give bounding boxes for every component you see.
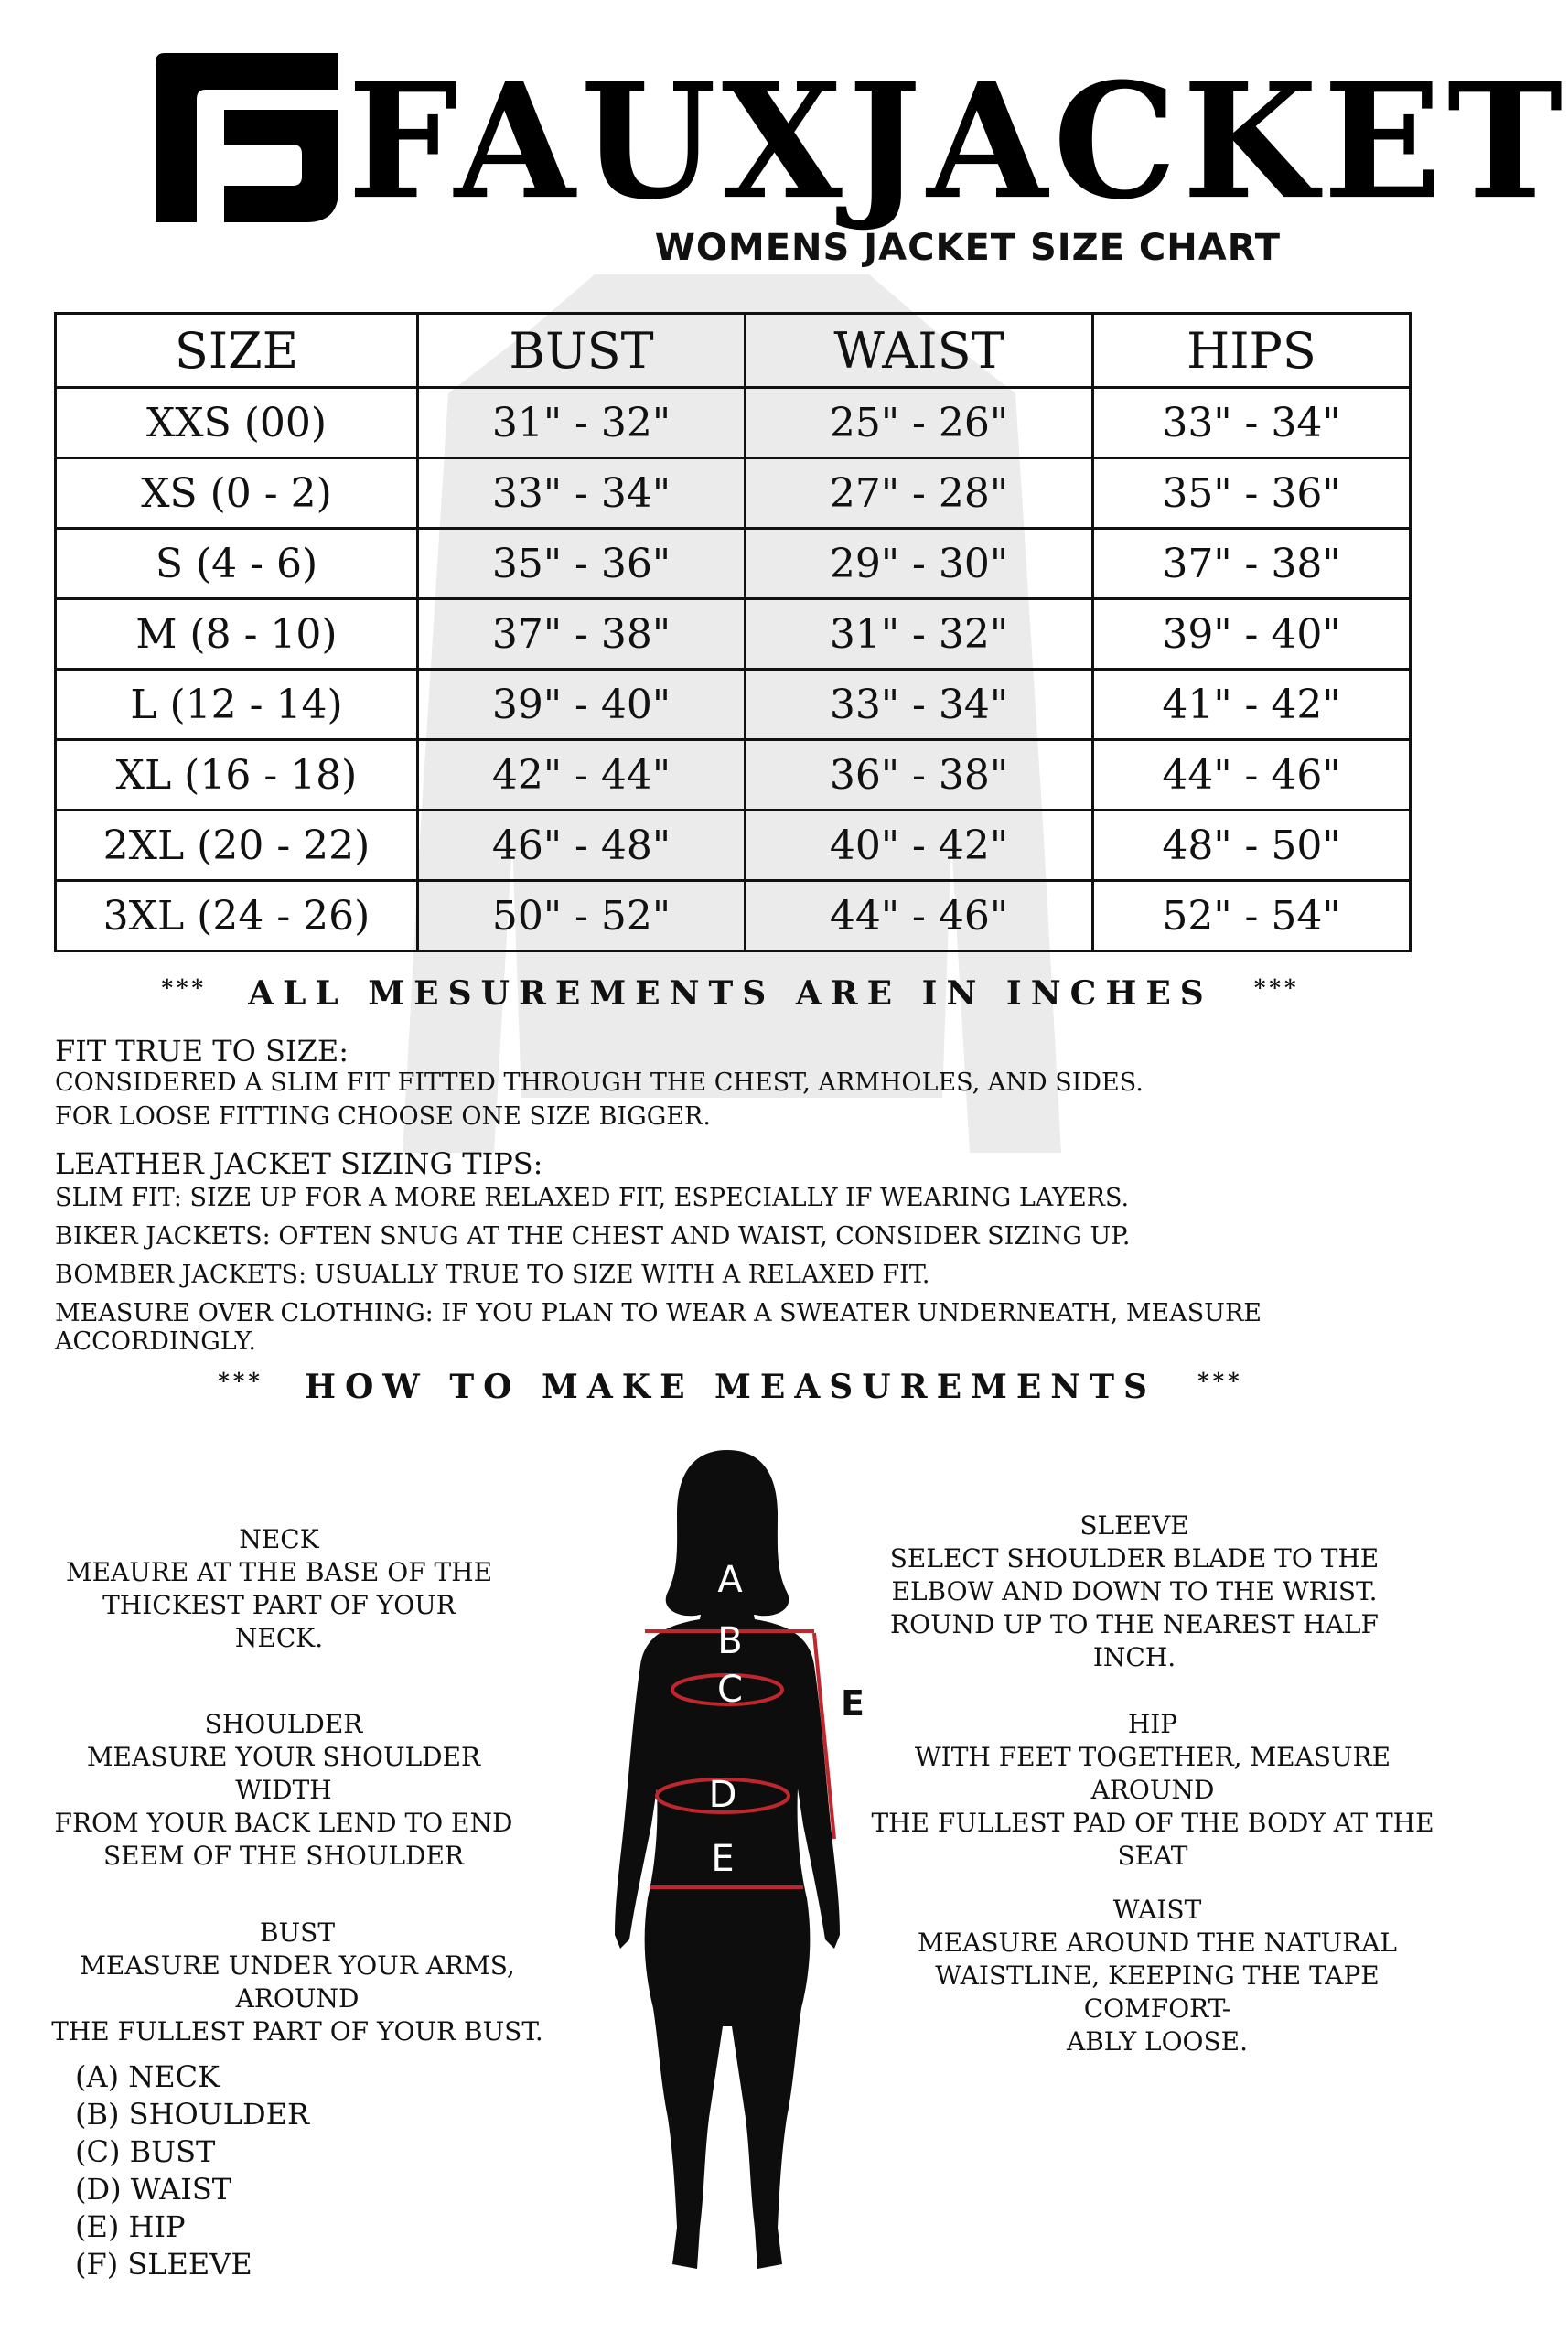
hip-title: HIP [1127,1709,1178,1739]
tip-line: BIKER JACKETS: OFTEN SNUG AT THE CHEST AND WAIST, CONSIDER SIZING UP. [55,1222,1131,1251]
fit-line: FOR LOOSE FITTING CHOOSE ONE SIZE BIGGER. [55,1102,711,1131]
header-hips: HIPS [1093,314,1411,388]
table-row [56,881,1411,951]
sleeve-title: SLEEVE [1079,1510,1189,1541]
waist-guide [874,1894,1441,2058]
sleeve-line: INCH. [1092,1642,1176,1672]
table-row [56,811,1411,881]
hip-line: THE FULLEST PAD OF THE BODY AT THE [871,1808,1434,1838]
legend-item: (F) SLEEVE [75,2247,252,2282]
hip-line: SEAT [1117,1841,1188,1871]
chart-subtitle: WOMENS JACKET SIZE CHART [654,227,1281,269]
hips-cell: 35" - 36" [1093,458,1411,529]
hips-cell: 33" - 34" [1093,388,1411,458]
table-row [56,458,1411,529]
waist-line: MEASURE AROUND THE NATURAL [917,1928,1398,1958]
measurement-legend [75,2058,309,2283]
label-b: B [717,1620,743,1662]
table-row [56,670,1411,740]
size-cell: 2XL (20 - 22) [56,811,418,881]
bust-line: MEASURE UNDER YOUR ARMS, AROUND [80,1950,515,2014]
size-cell: XXS (00) [56,388,418,458]
sleeve-line: ROUND UP TO THE NEAREST HALF [890,1609,1379,1639]
fit-line: CONSIDERED A SLIM FIT FITTED THROUGH THE CHEST, ARMHOLES, AND SIDES. [55,1069,1144,1097]
inches-note-text: ALL MESUREMENTS ARE IN INCHES [248,974,1213,1013]
shoulder-guide [37,1708,531,1873]
body-measurement-figure [595,1441,865,2292]
inches-note [0,974,1461,1013]
size-cell: 3XL (24 - 26) [56,881,418,951]
neck-line: NECK. [234,1623,324,1653]
label-a: A [717,1559,743,1601]
bust-cell: 35" - 36" [418,529,746,599]
tip-line: MEASURE OVER CLOTHING: IF YOU PLAN TO WEAR A SWEATER UNDERNEATH, MEASURE ACCORDINGLY. [55,1299,1262,1356]
waist-line: ABLY LOOSE. [1066,2026,1248,2057]
how-stars-right: *** [1197,1368,1243,1394]
size-cell: L (12 - 14) [56,670,418,740]
how-to-measure-title [0,1368,1461,1406]
bust-cell: 46" - 48" [418,811,746,881]
size-cell: XS (0 - 2) [56,458,418,529]
waist-cell: 25" - 26" [746,388,1093,458]
tips-heading: LEATHER JACKET SIZING TIPS: [55,1146,543,1181]
neck-title: NECK [239,1524,319,1554]
bust-guide [27,1917,567,2048]
table-row [56,599,1411,670]
waist-title: WAIST [1112,1895,1202,1925]
brand-name: FAUXJACKET [348,48,1568,235]
hips-cell: 48" - 50" [1093,811,1411,881]
size-cell: XL (16 - 18) [56,740,418,811]
neck-guide [55,1523,503,1655]
shoulder-line: MEASURE YOUR SHOULDER WIDTH [86,1742,481,1805]
label-c: C [717,1669,743,1711]
neck-line: MEAURE AT THE BASE OF THE [65,1557,493,1587]
bust-line: THE FULLEST PART OF YOUR BUST. [51,2016,543,2047]
legend-item: (A) NECK [75,2059,220,2094]
size-cell: S (4 - 6) [56,529,418,599]
bust-cell: 39" - 40" [418,670,746,740]
waist-cell: 27" - 28" [746,458,1093,529]
bust-cell: 42" - 44" [418,740,746,811]
note-stars-left: *** [161,974,208,1001]
bust-cell: 50" - 52" [418,881,746,951]
bust-title: BUST [259,1918,336,1948]
table-header-row [56,314,1411,388]
how-title-text: HOW TO MAKE MEASUREMENTS [304,1368,1156,1406]
header-bust: BUST [418,314,746,388]
hips-cell: 39" - 40" [1093,599,1411,670]
shoulder-title: SHOULDER [204,1709,363,1739]
waist-line: WAISTLINE, KEEPING THE TAPE COMFORT- [935,1961,1380,2024]
waist-cell: 36" - 38" [746,740,1093,811]
legend-item: (E) HIP [75,2209,186,2244]
hips-cell: 41" - 42" [1093,670,1411,740]
size-cell: M (8 - 10) [56,599,418,670]
bust-cell: 31" - 32" [418,388,746,458]
hips-cell: 37" - 38" [1093,529,1411,599]
brand-logo-mark [156,53,338,222]
tip-line: BOMBER JACKETS: USUALLY TRUE TO SIZE WITH A RELAXED FIT. [55,1261,930,1289]
legend-item: (C) BUST [75,2134,216,2169]
fit-heading: FIT TRUE TO SIZE: [55,1034,349,1069]
sleeve-guide [878,1509,1391,1674]
legend-item: (D) WAIST [75,2172,232,2207]
waist-cell: 31" - 32" [746,599,1093,670]
table-row [56,740,1411,811]
legend-item: (B) SHOULDER [75,2097,310,2132]
sleeve-line: SELECT SHOULDER BLADE TO THE [889,1543,1380,1574]
note-stars-right: *** [1253,974,1300,1001]
shoulder-line: FROM YOUR BACK LEND TO END [54,1808,513,1838]
waist-cell: 44" - 46" [746,881,1093,951]
table-row [56,529,1411,599]
bust-cell: 37" - 38" [418,599,746,670]
hips-cell: 52" - 54" [1093,881,1411,951]
shoulder-line: SEEM OF THE SHOULDER [102,1841,465,1871]
label-side-e: E [841,1683,865,1724]
waist-cell: 33" - 34" [746,670,1093,740]
hips-cell: 44" - 46" [1093,740,1411,811]
hip-line: WITH FEET TOGETHER, MEASURE AROUND [914,1742,1391,1805]
table-row [56,388,1411,458]
label-e: E [711,1838,735,1880]
hip-guide [869,1708,1436,1873]
neck-line: THICKEST PART OF YOUR [102,1590,456,1620]
header-size: SIZE [56,314,418,388]
tip-line: SLIM FIT: SIZE UP FOR A MORE RELAXED FIT, ESPECIALLY IF WEARING LAYERS. [55,1184,1130,1212]
waist-cell: 40" - 42" [746,811,1093,881]
waist-cell: 29" - 30" [746,529,1093,599]
header-waist: WAIST [746,314,1093,388]
label-d: D [708,1774,737,1816]
sleeve-line: ELBOW AND DOWN TO THE WRIST. [891,1576,1378,1606]
bust-cell: 33" - 34" [418,458,746,529]
how-stars-left: *** [218,1368,263,1394]
size-chart-table [54,312,1412,952]
